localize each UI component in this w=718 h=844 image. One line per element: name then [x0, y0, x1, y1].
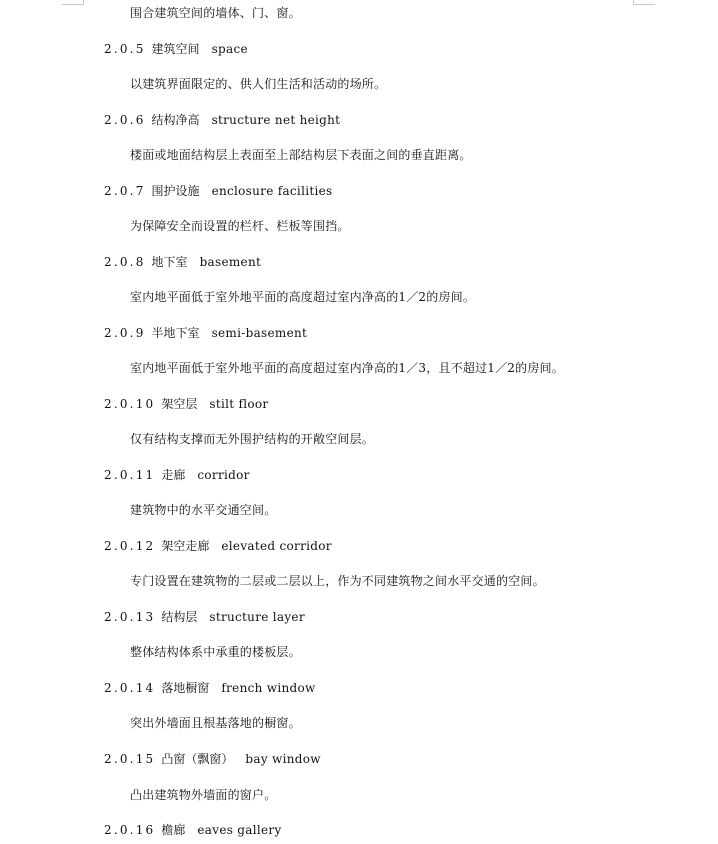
term-definition [130, 289, 475, 305]
term-definition [130, 218, 350, 234]
term-heading [104, 112, 340, 128]
term-chinese: 半地下室 [151, 326, 200, 340]
term-number: 2.0.14 [104, 681, 156, 695]
term-chinese: 落地橱窗 [161, 681, 210, 695]
term-english: elevated corridor [221, 539, 332, 553]
term-english: enclosure facilities [211, 184, 333, 198]
term-definition [130, 644, 301, 660]
term-definition [130, 360, 564, 376]
term-english: structure net height [211, 113, 341, 127]
definition-text: 建筑物中的水平交通空间。 [130, 503, 277, 517]
term-chinese: 架空层 [161, 397, 198, 411]
crop-mark-right-horizontal [633, 4, 655, 5]
term-number: 2.0.16 [104, 823, 156, 837]
term-chinese: 结构净高 [151, 113, 200, 127]
term-english: eaves gallery [197, 823, 282, 837]
term-heading [104, 538, 332, 554]
term-number: 2.0.6 [104, 113, 146, 127]
definition-text: 仅有结构支撑而无外围护结构的开敞空间层。 [130, 432, 375, 446]
term-number: 2.0.11 [104, 468, 156, 482]
term-number: 2.0.7 [104, 184, 146, 198]
term-heading [104, 183, 332, 199]
term-definition [130, 147, 472, 163]
definition-text: 凸出建筑物外墙面的窗户。 [130, 788, 277, 802]
definition-text: 楼面或地面结构层上表面至上部结构层下表面之间的垂直距离。 [130, 148, 472, 162]
term-chinese: 檐廊 [161, 823, 186, 837]
term-english: structure layer [209, 610, 305, 624]
term-english: bay window [245, 752, 321, 766]
term-heading [104, 822, 282, 838]
term-definition [130, 76, 386, 92]
term-number: 2.0.9 [104, 326, 146, 340]
term-chinese: 走廊 [161, 468, 186, 482]
term-english: semi-basement [211, 326, 308, 340]
term-chinese: 结构层 [161, 610, 198, 624]
term-heading [104, 325, 307, 341]
definition-text: 室内地平面低于室外地平面的高度超过室内净高的1／2的房间。 [130, 290, 476, 304]
term-definition [130, 431, 374, 447]
term-number: 2.0.8 [104, 255, 146, 269]
term-chinese: 凸窗（飘窗） [161, 752, 234, 766]
term-definition [130, 715, 301, 731]
term-chinese: 建筑空间 [151, 42, 200, 56]
term-definition [130, 502, 276, 518]
definition-text: 以建筑界面限定的、供人们生活和活动的场所。 [130, 77, 387, 91]
term-english: corridor [197, 468, 250, 482]
term-english: space [211, 42, 248, 56]
term-definition [130, 573, 545, 589]
term-english: french window [221, 681, 316, 695]
term-heading [104, 609, 305, 625]
crop-mark-left-horizontal [62, 4, 84, 5]
term-chinese: 围护设施 [151, 184, 200, 198]
definition-text: 为保障安全而设置的栏杆、栏板等围挡。 [130, 219, 350, 233]
definition-text: 围合建筑空间的墙体、门、窗。 [130, 6, 301, 20]
term-heading [104, 680, 316, 696]
definition-text: 突出外墙面且根基落地的橱窗。 [130, 716, 301, 730]
definition-text: 室内地平面低于室外地平面的高度超过室内净高的1／3，且不超过1／2的房间。 [130, 361, 564, 375]
term-number: 2.0.12 [104, 539, 156, 553]
term-heading [104, 751, 321, 767]
term-english: basement [199, 255, 262, 269]
term-heading [104, 254, 261, 270]
term-definition [130, 787, 276, 803]
term-number: 2.0.13 [104, 610, 156, 624]
term-heading [104, 467, 250, 483]
term-heading [104, 396, 268, 412]
definition-text: 整体结构体系中承重的楼板层。 [130, 645, 301, 659]
term-number: 2.0.10 [104, 397, 156, 411]
term-chinese: 地下室 [151, 255, 188, 269]
term-english: stilt floor [209, 397, 269, 411]
definition-text: 专门设置在建筑物的二层或二层以上，作为不同建筑物之间水平交通的空间。 [130, 574, 545, 588]
term-number: 2.0.5 [104, 42, 146, 56]
term-number: 2.0.15 [104, 752, 156, 766]
intro-definition [130, 5, 301, 21]
term-heading [104, 41, 248, 57]
term-chinese: 架空走廊 [161, 539, 210, 553]
